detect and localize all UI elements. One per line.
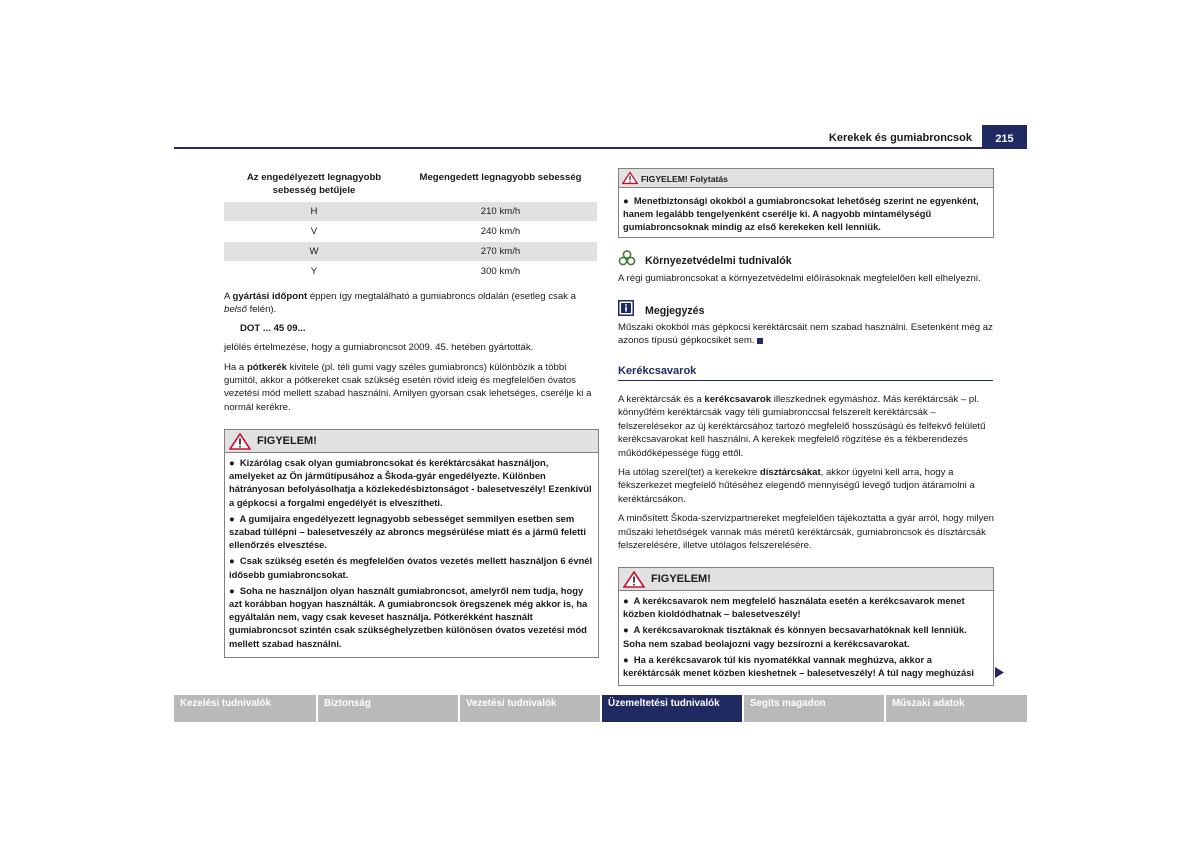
- left-text-block: [224, 290, 596, 414]
- table-header-letter: Az engedélyezett legnagyobb sebesség betűjele: [246, 172, 382, 196]
- running-header-title: Kerekek és gumiabroncsok: [828, 132, 972, 144]
- nav-tab-technical-data[interactable]: Műszaki adatok: [886, 695, 1027, 722]
- spare-wheel-paragraph: Ha a pótkerék kivitele (pl. téli gumi vagy széles gumiabroncs) különbözik a többi gumitól, akkor a pótkereket csak szükség esetén rövid ideig és megfelelően óvatos vezetési mód mellett szabad használni. Amilyen gyorsan csak lehetséges, cserélje ki a normál kerékre.: [224, 361, 592, 413]
- environment-text: A régi gumiabroncsokat a környezetvédelmi előírásoknak megfelelően kell elhelyezni.: [618, 273, 981, 284]
- table-row: [224, 262, 597, 282]
- warning-item: ● Kizárólag csak olyan gumiabroncsokat és keréktárcsákat használjon, amelyeket az Ön járműtípusához a Škoda-gyár engedélyezte. Különben hátrányosan befolyásolhatja a közlekedésbiztonságot - balesetveszély! Ezenkívül a gépkocsi a forgalmi engedélyét is elveszítheti.: [229, 457, 592, 508]
- warning-triangle-icon: [229, 433, 251, 450]
- warning-header: [619, 169, 993, 188]
- service-partner-paragraph: A minősített Škoda-szervizpartnereket megfelelően tájékoztatta a gyár arról, hogy milyen műszaki lehetőségek vannak más méretű keréktárcsák, gumiabroncsok és dísztárcsák felszerelésére, illetve utólagos felszerelésére.: [618, 513, 994, 552]
- table-cell-letter: W: [224, 242, 404, 262]
- warning-item: ● Menetbiztonsági okokból a gumiabroncsokat lehetőség szerint ne egyenként, hanem legalább tengelyenként cserélje ki. A nagyobb mintamélységű gumiabroncsoknak mindig az első kerekeken kell lenniük.: [623, 195, 979, 233]
- warning-title: FIGYELEM!: [257, 435, 317, 447]
- info-icon: [618, 300, 634, 316]
- warning-triangle-icon: [623, 571, 645, 588]
- warning-item: ● Soha ne használjon olyan használt gumiabroncsot, amelyről nem tudja, hogy azt korábban hogyan használták. A gumiabroncsok öregszenek még akkor is, ha egyáltalán nem, vagy csak keveset használja. Pótkerékként használt gumiabroncsot szintén csak szükséghelyzetben különösen óvatos vezetési mód mellett szabad használni.: [229, 584, 588, 649]
- wheel-bolts-paragraph: A keréktárcsák és a kerékcsavarok illeszkednek egymáshoz. Más keréktárcsák – pl. könnyűfém keréktárcsák vagy téli gumiabronccsal felszerelt keréktárcsák – felszerelésekor az új keréktárcsához tartozó megfelelő hosszúságú és felfekvő felületű kerékcsavarokat kell használni. A kerekek megfelelő rögzítése és a fékberendezés működőképessége függ ettől.: [618, 394, 986, 459]
- end-mark: [757, 338, 763, 344]
- header-rule: [174, 147, 1027, 149]
- page-number: 215: [982, 125, 1027, 149]
- warning-box: [618, 567, 994, 686]
- warning-item: ● Ha a kerékcsavarok túl kis nyomatékkal vannak meghúzva, akkor a keréktárcsák menet közben kieshetnek – balesetveszély! A túl nagy meghúzási: [623, 653, 975, 679]
- warning-triangle-icon: [622, 171, 638, 185]
- table-cell-letter: V: [224, 222, 404, 242]
- note-heading: Megjegyzés: [645, 305, 705, 317]
- nav-tab-operating-info[interactable]: Kezelési tudnivalók: [174, 695, 316, 722]
- dot-explanation: jelölés értelmezése, hogy a gumiabroncsot 2009. 45. hetében gyártották.: [224, 342, 534, 354]
- warning-continued-box: [618, 168, 994, 238]
- hubcaps-paragraph: Ha utólag szerel(tet) a kerekekre dísztárcsákat, akkor ügyelni kell arra, hogy a fékszerkezet megfelelő hűtéséhez elegendő mennyiségű levegő tudjon átáramolni a keréktárcsákon.: [618, 467, 975, 505]
- continue-arrow-icon: [995, 667, 1004, 678]
- nav-tab-driving-info[interactable]: Vezetési tudnivalók: [460, 695, 600, 722]
- table-cell-letter: H: [224, 202, 404, 222]
- warning-item: ● A gumijaira engedélyezett legnagyobb sebességet semmilyen esetben sem szabad túllépni – balesetveszély az abroncs megsérülése miatt és a jármű feletti ellenőrzés elvesztése.: [229, 512, 586, 551]
- table-cell-speed: 300 km/h: [404, 262, 597, 282]
- wheel-bolts-text: [618, 393, 994, 552]
- speed-rating-table: [224, 167, 597, 281]
- table-header-speed: Megengedett legnagyobb sebesség: [419, 172, 582, 183]
- dot-code: DOT ... 45 09...: [240, 322, 306, 334]
- table-cell-letter: Y: [224, 262, 404, 282]
- table-cell-speed: 210 km/h: [404, 202, 597, 222]
- warning-header: [225, 430, 598, 453]
- nav-tab-maintenance-info[interactable]: Üzemeltetési tudnivalók: [602, 695, 742, 722]
- recycling-icon: [618, 250, 636, 266]
- environment-heading: Környezetvédelmi tudnivalók: [645, 255, 792, 267]
- table-row: [224, 202, 597, 222]
- nav-tab-self-help[interactable]: Segíts magadon: [744, 695, 884, 722]
- warning-item: ● Csak szükség esetén és megfelelően óvatos vezetés mellett használjon 6 évnél idősebb gumiabroncsokat.: [229, 555, 593, 580]
- production-date-paragraph: A gyártási időpont éppen így megtalálható a gumiabroncs oldalán (esetleg csak a belső felén).: [224, 291, 576, 316]
- warning-title: FIGYELEM! Folytatás: [641, 174, 728, 184]
- table-cell-speed: 240 km/h: [404, 222, 597, 242]
- section-heading-rule: [618, 380, 993, 381]
- warning-title: FIGYELEM!: [651, 573, 711, 585]
- section-heading-wheel-bolts: Kerékcsavarok: [618, 365, 697, 377]
- warning-box: [224, 429, 599, 658]
- warning-item: ● A kerékcsavaroknak tisztáknak és könnyen becsavarhatóknak kell lenniük. Soha nem szabad beolajozni vagy bezsírozni a kerékcsavarokat.: [623, 624, 967, 649]
- table-cell-speed: 270 km/h: [404, 242, 597, 262]
- note-text: Műszaki okokból más gépkocsi keréktárcsáit nem szabad használni. Esetenként még az azonos típusú gépkocsikét sem.: [618, 322, 993, 347]
- warning-header: [619, 568, 993, 591]
- nav-tab-safety[interactable]: Biztonság: [318, 695, 458, 722]
- warning-item: ● A kerékcsavarok nem megfelelő használata esetén a kerékcsavarok menet közben kioldódhatnak – balesetveszély!: [623, 595, 965, 620]
- table-row: [224, 242, 597, 262]
- table-row: [224, 222, 597, 242]
